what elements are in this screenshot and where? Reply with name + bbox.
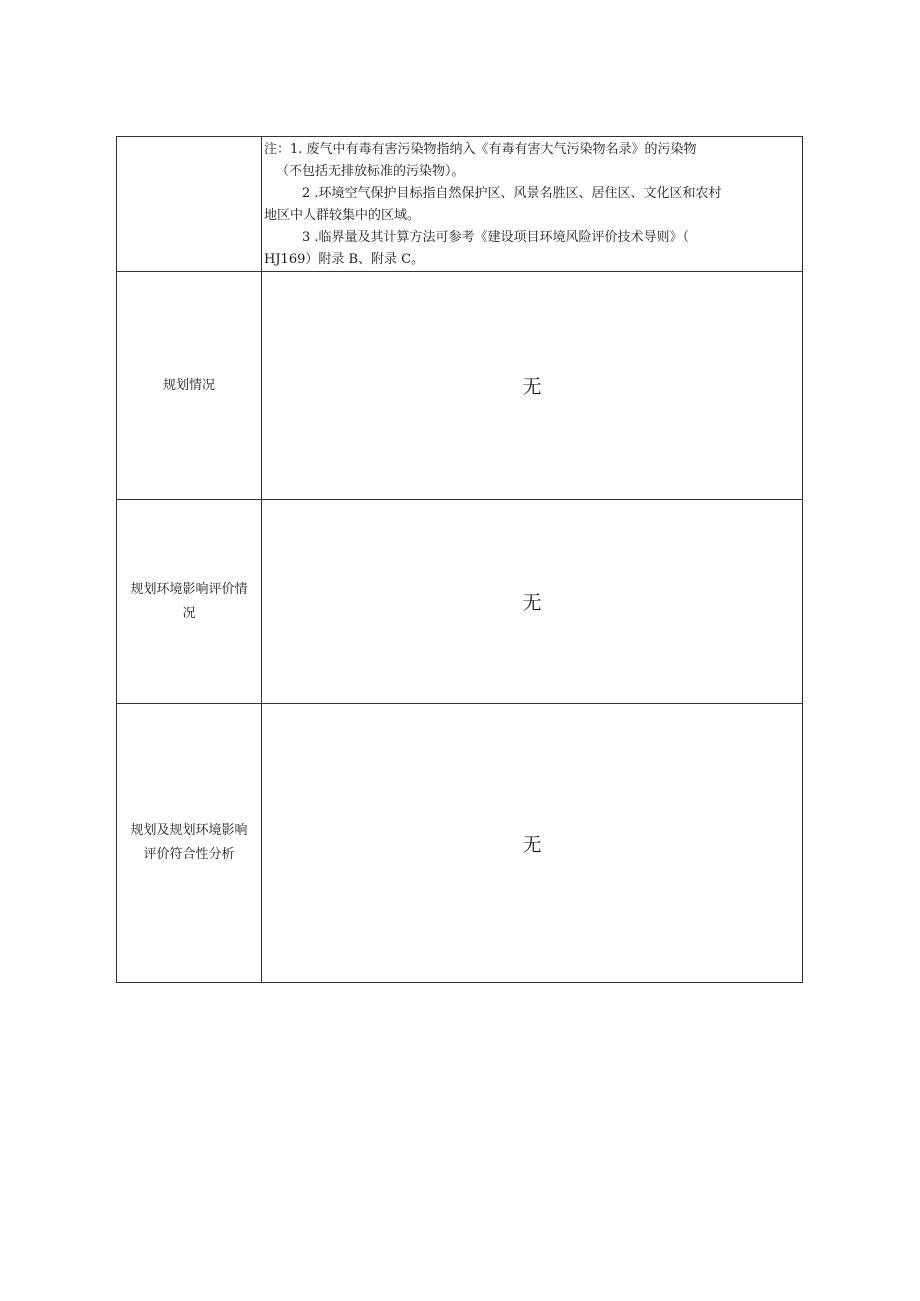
- conformity-label-line-1: 规划及规划环境影响: [130, 823, 248, 838]
- planning-content-cell: [262, 272, 803, 500]
- conformity-label-cell: [117, 704, 262, 983]
- eia-content: 无: [522, 592, 542, 614]
- conformity-content: 无: [522, 833, 542, 856]
- eia-label-line-1: 规划环境影响评价情: [130, 581, 248, 597]
- note-line-5: 3 .临界量及其计算方法可参考《建设项目环境风险评价技术导则》（: [302, 230, 690, 245]
- eia-label-cell: [117, 500, 262, 704]
- planning-table: [116, 136, 803, 983]
- conformity-row: [117, 704, 803, 983]
- note-line-4: 地区中人群较集中的区域。: [264, 208, 421, 223]
- conformity-label-line-2: 评价符合性分析: [143, 847, 235, 862]
- note-line-1: 注：1. 废气中有毒有害污染物指纳入《有毒有害大气污染物名录》的污染物: [264, 142, 697, 157]
- planning-content: 无: [522, 376, 542, 398]
- notes-row: [117, 137, 803, 272]
- conformity-content-cell: [262, 704, 803, 983]
- eia-content-cell: [262, 500, 803, 704]
- notes-cell: [262, 137, 803, 272]
- notes-label-cell: [117, 137, 262, 272]
- note-line-2: （不包括无排放标准的污染物）。: [276, 164, 465, 179]
- note-line-3: 2 .环境空气保护目标指自然保护区、风景名胜区、居住区、文化区和农村: [302, 186, 722, 201]
- eia-label-line-2: 况: [182, 605, 196, 621]
- planning-label: 规划情况: [162, 377, 215, 393]
- planning-row: [117, 272, 803, 500]
- eia-row: [117, 500, 803, 704]
- note-line-6: HJ169）附录 B、附录 C。: [264, 252, 425, 267]
- planning-label-cell: [117, 272, 262, 500]
